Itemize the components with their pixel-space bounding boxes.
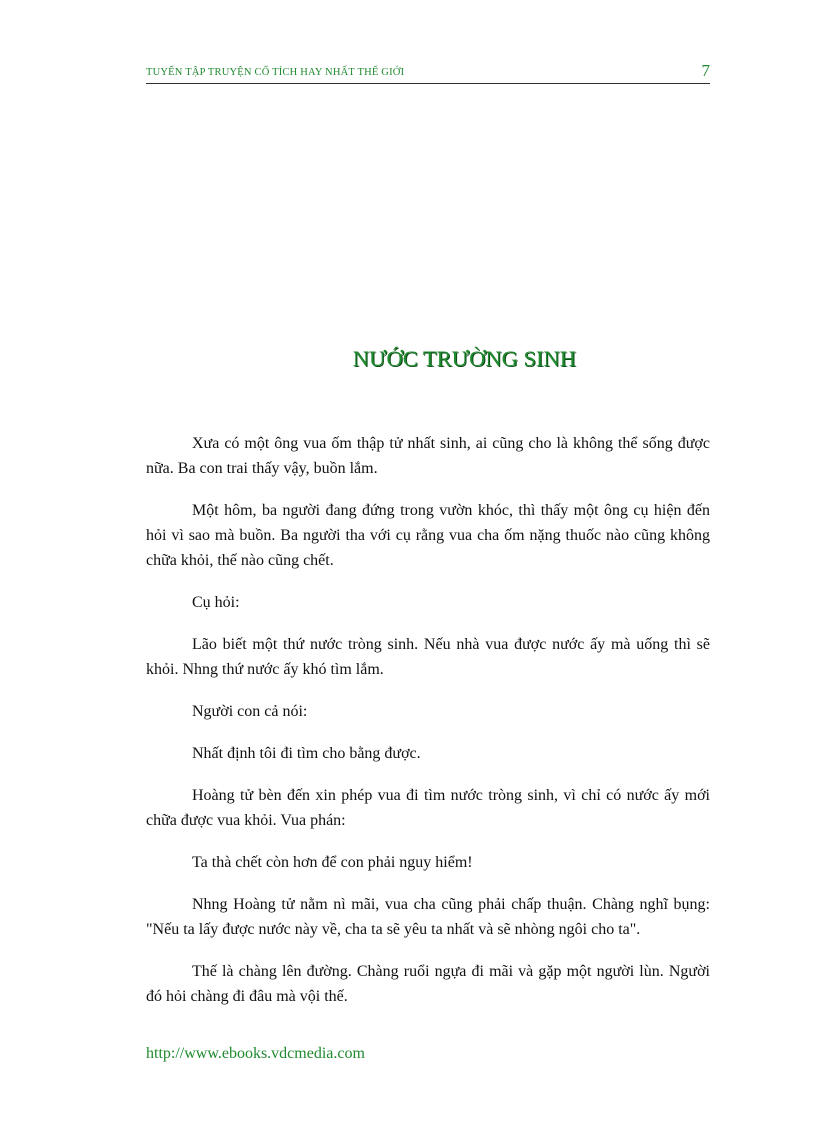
paragraph: Nhất định tôi đi tìm cho bằng được.: [192, 745, 421, 762]
running-header: [146, 61, 710, 84]
paragraph: Nhng Hoàng tử nằm nì mãi, vua cha cũng phải chấp thuận. Chàng nghĩ bụng: "Nếu ta lấy được nước này về, cha ta sẽ yêu ta nhất và sẽ nhòng ngôi cho ta".: [146, 896, 710, 938]
paragraph: Lão biết một thứ nước tròng sinh. Nếu nhà vua được nước ấy mà uống thì sẽ khỏi. Nhng thứ nước ấy khó tìm lắm.: [146, 636, 710, 678]
paragraph: Thế là chàng lên đường. Chàng ruổi ngựa đi mãi và gặp một người lùn. Người đó hỏi chàng đi đâu mà vội thế.: [146, 963, 710, 1005]
paragraph: Cụ hỏi:: [192, 594, 240, 611]
footer-link[interactable]: http://www.ebooks.vdcmedia.com: [146, 1045, 365, 1062]
paragraph: Xưa có một ông vua ốm thập tử nhất sinh, ai cũng cho là không thể sống được nữa. Ba con trai thấy vậy, buồn lắm.: [146, 435, 710, 477]
header-title: TUYỂN TẬP TRUYỆN CỔ TÍCH HAY NHẤT THẾ GIỚI: [146, 67, 405, 78]
story-title: NƯỚC TRƯỜNG SINH: [352, 346, 576, 371]
paragraph: Một hôm, ba người đang đứng trong vườn khóc, thì thấy một ông cụ hiện đến hỏi vì sao mà buồn. Ba người tha với cụ rằng vua cha ốm nặng thuốc nào cũng không chữa khỏi, thế nào cũng chết.: [146, 502, 710, 569]
page-number: 7: [701, 61, 710, 80]
paragraph: Hoàng tử bèn đến xin phép vua đi tìm nước tròng sinh, vì chỉ có nước ấy mới chữa được vua khỏi. Vua phán:: [146, 787, 710, 829]
story-body: [146, 431, 710, 1009]
paragraph: Người con cả nói:: [192, 703, 308, 720]
paragraph: Ta thà chết còn hơn để con phải nguy hiểm!: [192, 854, 473, 871]
